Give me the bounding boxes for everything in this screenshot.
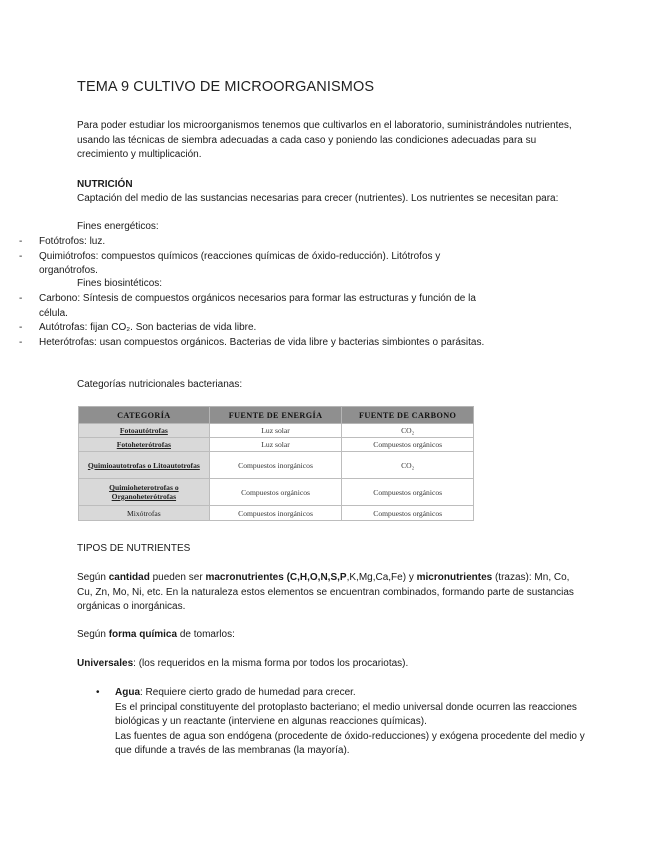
fines-biosinteticos-list [0,292,500,350]
table-cell: CO₂ [342,424,474,438]
categorias-table [78,406,474,521]
fines-energeticos-label: Fines energéticos: [77,221,159,232]
page-title: TEMA 9 CULTIVO DE MICROORGANISMOS [77,79,375,95]
table-cell: Fotoheterótrofas [79,438,210,452]
table-cell: Mixótrofas [79,506,210,521]
tipos-heading: TIPOS DE NUTRIENTES [77,543,191,554]
table-row [79,438,474,452]
table-row [79,506,474,521]
table-cell: Quimioautotrofas o Litoautotrofas [79,452,210,479]
header-fuente-carbono: FUENTE DE CARBONO [342,407,474,424]
agua-line-1: Agua: Requiere cierto grado de humedad para crecer. [115,687,356,698]
header-categoria: CATEGORÍA [79,407,210,424]
fines-energeticos-list [0,235,500,279]
list-item: - Autótrofas: fijan CO₂. Son bacterias de vida libre. [0,321,500,336]
agua-item [115,686,585,759]
table-cell: Compuestos orgánicos [342,506,474,521]
list-item: - Fotótrofos: luz. [0,235,500,250]
segun-forma-paragraph: Según forma química de tomarlos: [77,629,235,640]
dash-marker: - [19,236,23,247]
dash-marker: - [19,336,23,348]
table-cell: Quimioheterotrofas o Organoheterótrofas [79,479,210,506]
table-header-row [79,407,474,424]
table-cell: Compuestos orgánicos [209,479,342,506]
list-item: - Quimiótrofos: compuestos químicos (reacciones químicas de óxido-reducción). Litótrofos y organótrofos. [19,250,441,277]
table-cell: CO₂ [342,452,474,479]
table-cell: Compuestos inorgánicos [209,452,342,479]
dash-marker: - [19,293,23,304]
table-cell: Compuestos inorgánicos [209,506,342,521]
dash-marker: - [19,250,23,262]
agua-line-2: Es el principal constituyente del protoplasto bacteriano; el medio universal donde ocurren las reacciones biológicas y un reactante (interviene en algunas reacciones químicas). [115,701,577,728]
nutricion-heading: NUTRICIÓN [77,179,133,190]
table-row [79,452,474,479]
list-item: - Carbono: Síntesis de compuestos orgánicos necesarios para formar las estructuras y función de la célula. [19,293,476,319]
table-cell: Compuestos orgánicos [342,479,474,506]
table-cell: Luz solar [209,424,342,438]
bullet-icon: • [96,687,100,698]
nutricion-definition: Captación del medio de las sustancias necesarias para crecer (nutrientes). Los nutrientes se necesitan para: [77,193,559,204]
agua-line-3: Las fuentes de agua son endógena (procedente de óxido-reducciones) y exógena procedente del medio y que difunde a través de las membranas (la mayoría). [115,730,585,757]
table-cell: Compuestos orgánicos [342,438,474,452]
categorias-label: Categorías nutricionales bacterianas: [77,379,243,390]
dash-marker: - [19,322,23,334]
table-row [79,424,474,438]
table-cell: Luz solar [209,438,342,452]
intro-paragraph: Para poder estudiar los microorganismos tenemos que cultivarlos en el laboratorio, suministrándoles nutrientes, usando las técnicas de siembra adecuadas a cada caso y poniendo las condiciones adecuadas para su crecimiento y multiplicación. [77,120,572,161]
universales-paragraph: Universales: (los requeridos en la misma forma por todos los procariotas). [77,658,409,669]
table-row [79,479,474,506]
fines-biosinteticos-label: Fines biosintéticos: [77,278,163,289]
segun-cantidad-paragraph: Según cantidad pueden ser macronutrientes (C,H,O,N,S,P,K,Mg,Ca,Fe) y micronutrientes (trazas): Mn, Co, Cu, Zn, Mo, Ni, etc. En la naturaleza estos elementos se encuentran combinados, formando parte de sustancias orgánicas o inorgánicas. [77,572,574,613]
table-cell: Fotoautótrofas [79,424,210,438]
list-item: - Heterótrofas: usan compuestos orgánicos. Bacterias de vida libre y bacterias simbiontes o parásitas. [0,336,500,351]
header-fuente-energia: FUENTE DE ENERGÍA [209,407,342,424]
